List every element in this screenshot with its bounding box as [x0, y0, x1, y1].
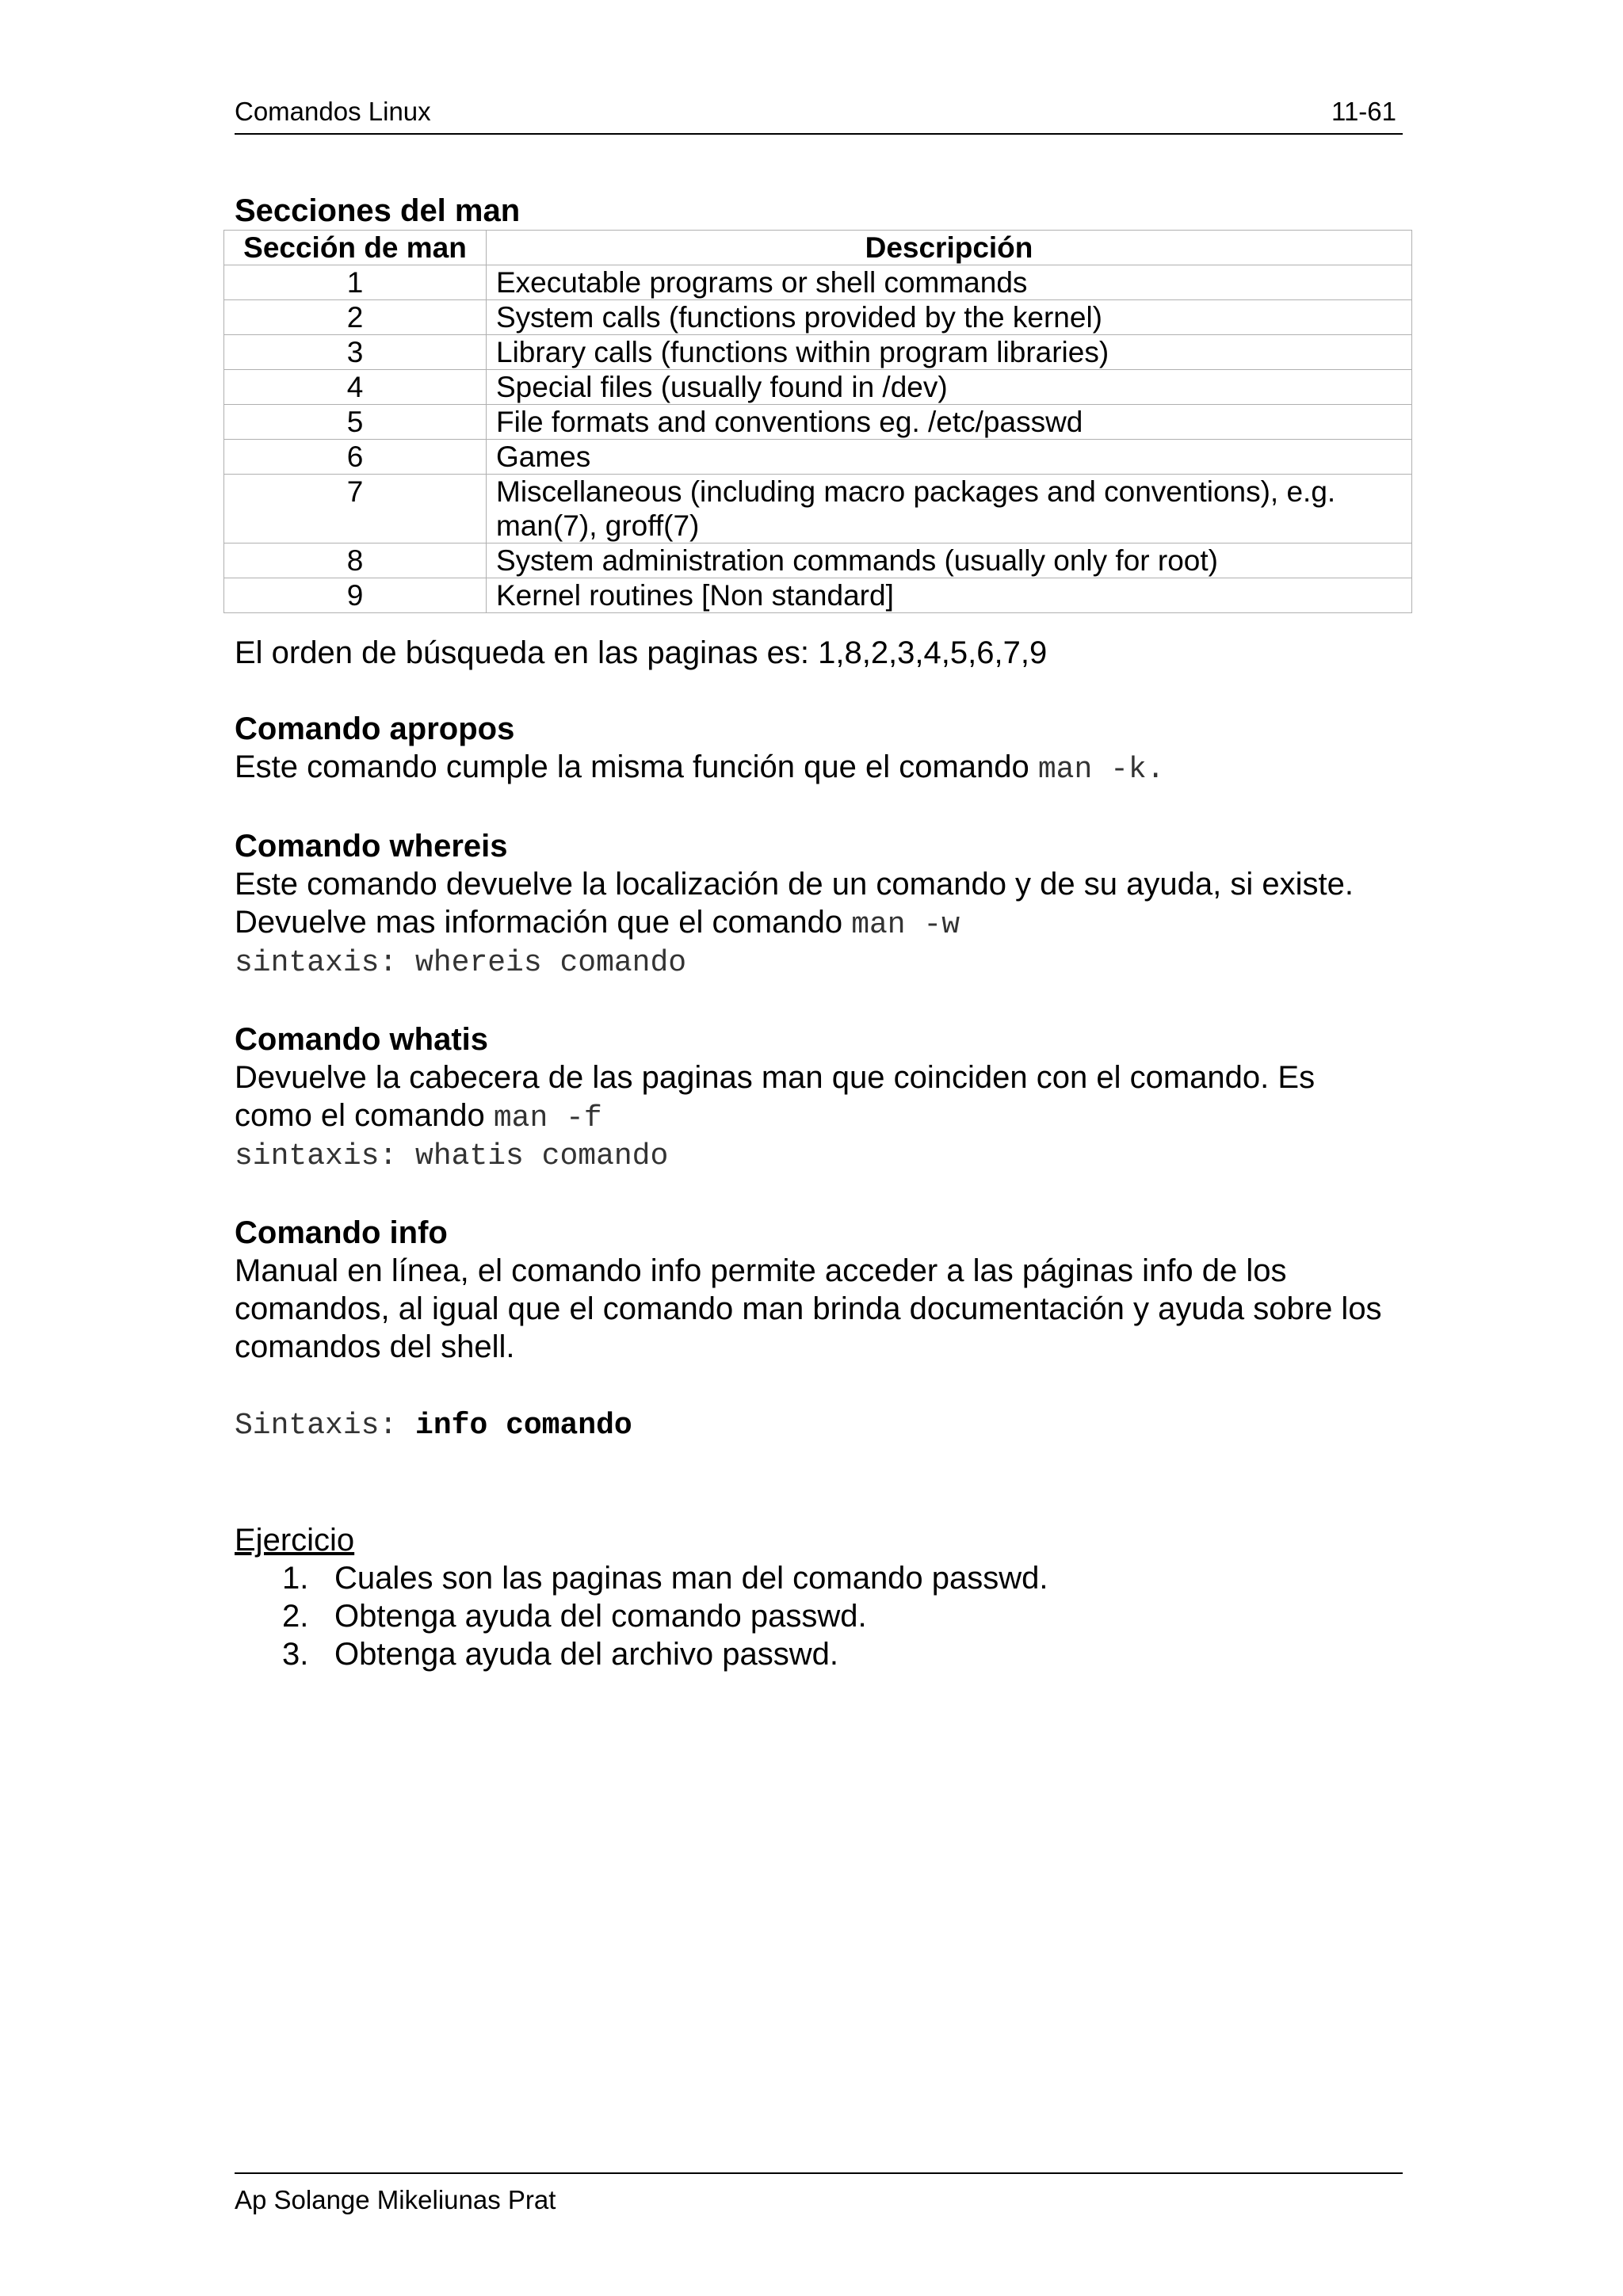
section-number: 7 [224, 475, 487, 543]
list-item [235, 1597, 1423, 1635]
apropos-code: man -k. [1037, 753, 1165, 787]
section-number: 9 [224, 578, 487, 613]
table-row [224, 405, 1412, 440]
table-header-row [224, 231, 1412, 265]
whereis-text: Devuelve mas información que el comando [235, 905, 852, 940]
section-number: 6 [224, 440, 487, 475]
info-syntax [235, 1404, 1423, 1445]
footer-author: Ap Solange Mikeliunas Prat [235, 2185, 556, 2214]
whereis-line2 [235, 903, 1423, 944]
list-item [235, 1559, 1423, 1597]
exercise-text: Cuales son las paginas man del comando passwd. [334, 1561, 1048, 1596]
exercise-text: Obtenga ayuda del comando passwd. [334, 1599, 867, 1634]
running-footer [235, 2172, 1403, 2215]
whereis-syntax: sintaxis: whereis comando [235, 946, 687, 980]
apropos-heading: Comando apropos [235, 711, 515, 746]
section-description: Miscellaneous (including macro packages and conventions), e.g. man(7), groff(7) [487, 475, 1412, 543]
exercise-list [235, 1559, 1423, 1673]
exercise-number: 1. [282, 1561, 309, 1596]
table-row [224, 440, 1412, 475]
section-description: Kernel routines [Non standard] [487, 578, 1412, 613]
info-heading: Comando info [235, 1215, 448, 1250]
whatis-text: como el comando [235, 1098, 494, 1133]
table-row [224, 578, 1412, 613]
exercise-text: Obtenga ayuda del archivo passwd. [334, 1637, 838, 1672]
column-header-section: Sección de man [224, 231, 487, 265]
section-number: 4 [224, 370, 487, 405]
exercise-number: 2. [282, 1599, 309, 1634]
running-header [235, 97, 1403, 135]
apropos-description [235, 748, 1423, 789]
table-row [224, 475, 1412, 543]
table-row [224, 335, 1412, 370]
page-content [235, 192, 1423, 1673]
whatis-heading: Comando whatis [235, 1022, 489, 1057]
whatis-syntax: sintaxis: whatis comando [235, 1139, 669, 1173]
exercise-number: 3. [282, 1637, 309, 1672]
section-number: 8 [224, 543, 487, 578]
section-description: System calls (functions provided by the kernel) [487, 300, 1412, 335]
section-number: 1 [224, 265, 487, 300]
table-row [224, 543, 1412, 578]
exercise-heading: Ejercicio [235, 1523, 355, 1558]
whatis-code: man -f [493, 1101, 602, 1135]
section-number: 2 [224, 300, 487, 335]
table-row [224, 265, 1412, 300]
info-syntax-command: info comando [415, 1409, 632, 1443]
section-description: Library calls (functions within program libraries) [487, 335, 1412, 370]
section-number: 5 [224, 405, 487, 440]
whereis-code: man -w [851, 908, 960, 942]
table-row [224, 300, 1412, 335]
section-description: Special files (usually found in /dev) [487, 370, 1412, 405]
page-number: 11-61 [1331, 97, 1396, 126]
info-syntax-label: Sintaxis: [235, 1409, 416, 1443]
search-order-text: El orden de búsqueda en las paginas es: 1,8,2,3,4,5,6,7,9 [235, 635, 1048, 670]
section-description: File formats and conventions eg. /etc/passwd [487, 405, 1412, 440]
man-sections-table [223, 230, 1412, 613]
header-title: Comandos Linux [235, 97, 431, 126]
whatis-line2 [235, 1097, 1423, 1138]
sections-heading: Secciones del man [235, 193, 521, 228]
whereis-heading: Comando whereis [235, 829, 508, 864]
section-description: System administration commands (usually only for root) [487, 543, 1412, 578]
column-header-description: Descripción [487, 231, 1412, 265]
info-description: Manual en línea, el comando info permite acceder a las páginas info de los comandos, al igual que el comando man brinda documentación y ayuda sobre los comandos del shell. [235, 1253, 1382, 1364]
list-item [235, 1635, 1423, 1673]
apropos-text: Este comando cumple la misma función que el comando [235, 749, 1038, 784]
whatis-line1: Devuelve la cabecera de las paginas man que coinciden con el comando. Es [235, 1060, 1316, 1095]
section-number: 3 [224, 335, 487, 370]
section-description: Executable programs or shell commands [487, 265, 1412, 300]
section-description: Games [487, 440, 1412, 475]
whereis-line1: Este comando devuelve la localización de un comando y de su ayuda, si existe. [235, 867, 1354, 902]
table-row [224, 370, 1412, 405]
